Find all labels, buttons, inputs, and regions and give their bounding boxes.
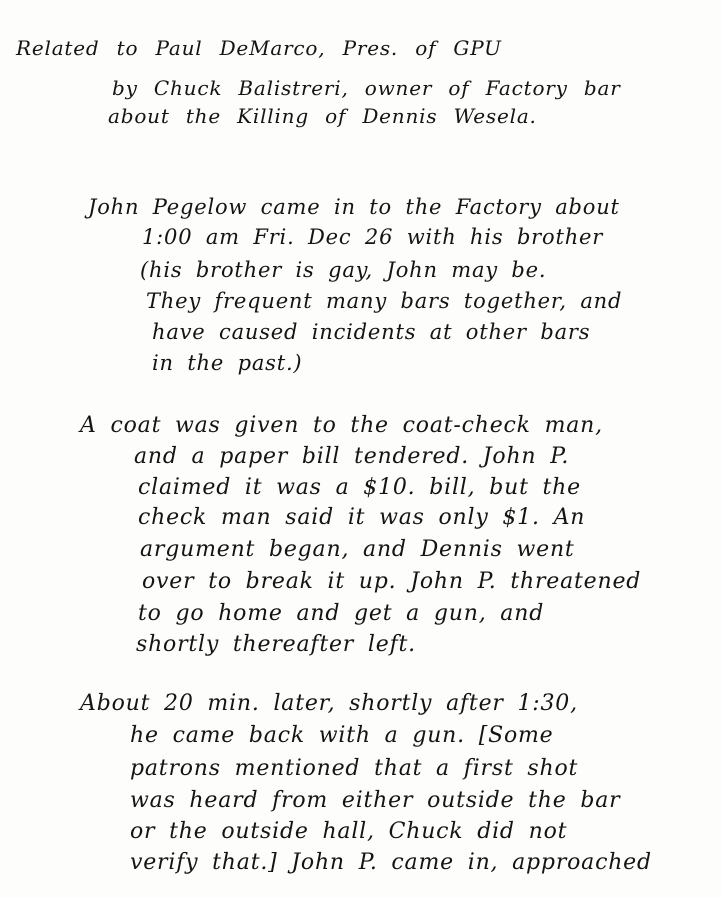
text-line: have caused incidents at other bars <box>152 320 591 344</box>
header-line: Related to Paul DeMarco, Pres. of GPU <box>16 36 502 60</box>
text-line: 1:00 am Fri. Dec 26 with his brother <box>142 225 604 249</box>
text-line: was heard from either outside the bar <box>130 788 621 813</box>
text-line: shortly thereafter left. <box>136 632 416 657</box>
text-line: They frequent many bars together, and <box>146 289 623 313</box>
text-line: he came back with a gun. [Some <box>130 723 554 748</box>
text-line: check man said it was only $1. An <box>138 505 586 530</box>
text-line: verify that.] John P. came in, approached <box>130 850 652 875</box>
text-line: and a paper bill tendered. John P. <box>134 444 570 469</box>
text-line: John Pegelow came in to the Factory about <box>88 195 620 219</box>
header-line: about the Killing of Dennis Wesela. <box>108 104 537 128</box>
text-line: to go home and get a gun, and <box>138 601 545 626</box>
text-line: argument began, and Dennis went <box>140 537 575 562</box>
text-line: About 20 min. later, shortly after 1:30, <box>80 691 578 716</box>
text-line: or the outside hall, Chuck did not <box>130 819 568 844</box>
text-line: patrons mentioned that a first shot <box>130 756 579 781</box>
text-line: A coat was given to the coat-check man, <box>80 413 603 438</box>
header-line: by Chuck Balistreri, owner of Factory bar <box>112 76 621 100</box>
text-line: claimed it was a $10. bill, but the <box>138 475 581 500</box>
text-line: over to break it up. John P. threatened <box>142 569 642 594</box>
text-line: in the past.) <box>152 351 303 375</box>
text-line: (his brother is gay, John may be. <box>140 258 547 282</box>
